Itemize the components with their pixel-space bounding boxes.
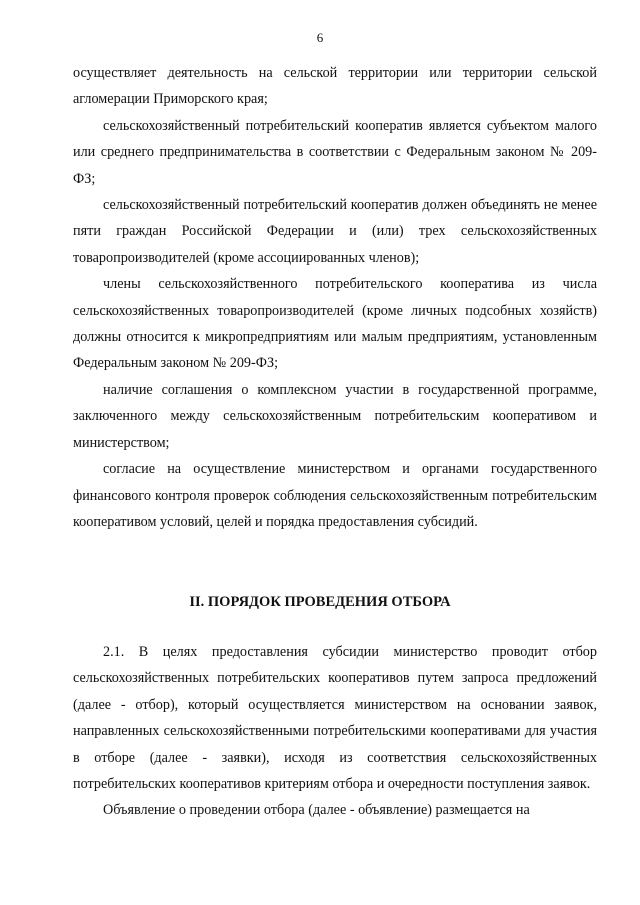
section-heading: II. ПОРЯДОК ПРОВЕДЕНИЯ ОТБОРА [189, 594, 451, 610]
paragraph-selection-procedure: 2.1. В целях предоставления субсидии министерство проводит отбор сельскохозяйственных потребительских кооперативов путем запроса предложений (далее - отбор), который осуществляется министерством на основании заявок, направленных сельскохозяйственными потребительскими кооперативами для участия в отборе (далее - заявки), исходя из соответствия сельскохозяйственных потребительских кооперативов критериям отбора и очередности поступления заявок. [73, 644, 597, 793]
paragraph-agreement: наличие соглашения о комплексном участии в государственной программе, заключенного между сельскохозяйственным потребительским кооперативом и министерством; [73, 381, 597, 451]
page-number: 6 [316, 30, 324, 45]
paragraph-territory: осуществляет деятельность на сельской территории или территории сельской агломерации Приморского края; [73, 65, 597, 108]
paragraph-micro-enterprises: члены сельскохозяйственного потребительского кооператива из числа сельскохозяйственных товаропроизводителей (кроме личных подсобных хозяйств) должны относится к микропредприятиям или малым предприятиям, установленным Федеральным законом № 209-ФЗ; [73, 276, 597, 372]
paragraph-small-business: сельскохозяйственный потребительский кооператив является субъектом малого или среднего предпринимательства в соответствии с Федеральным законом № 209-ФЗ; [73, 117, 597, 187]
paragraph-membership: сельскохозяйственный потребительский кооператив должен объединять не менее пяти граждан Российской Федерации и (или) трех сельскохозяйственных товаропроизводителей (кроме ассоциированных членов); [73, 197, 597, 266]
criteria-list [73, 60, 597, 535]
paragraph-consent: согласие на осуществление министерством и органами государственного финансового контроля проверок соблюдения сельскохозяйственным потребительским кооперативом условий, целей и порядка предоставления субсидий. [73, 461, 597, 530]
section-body [73, 639, 597, 824]
paragraph-announcement: Объявление о проведении отбора (далее - объявление) размещается на [103, 802, 530, 819]
